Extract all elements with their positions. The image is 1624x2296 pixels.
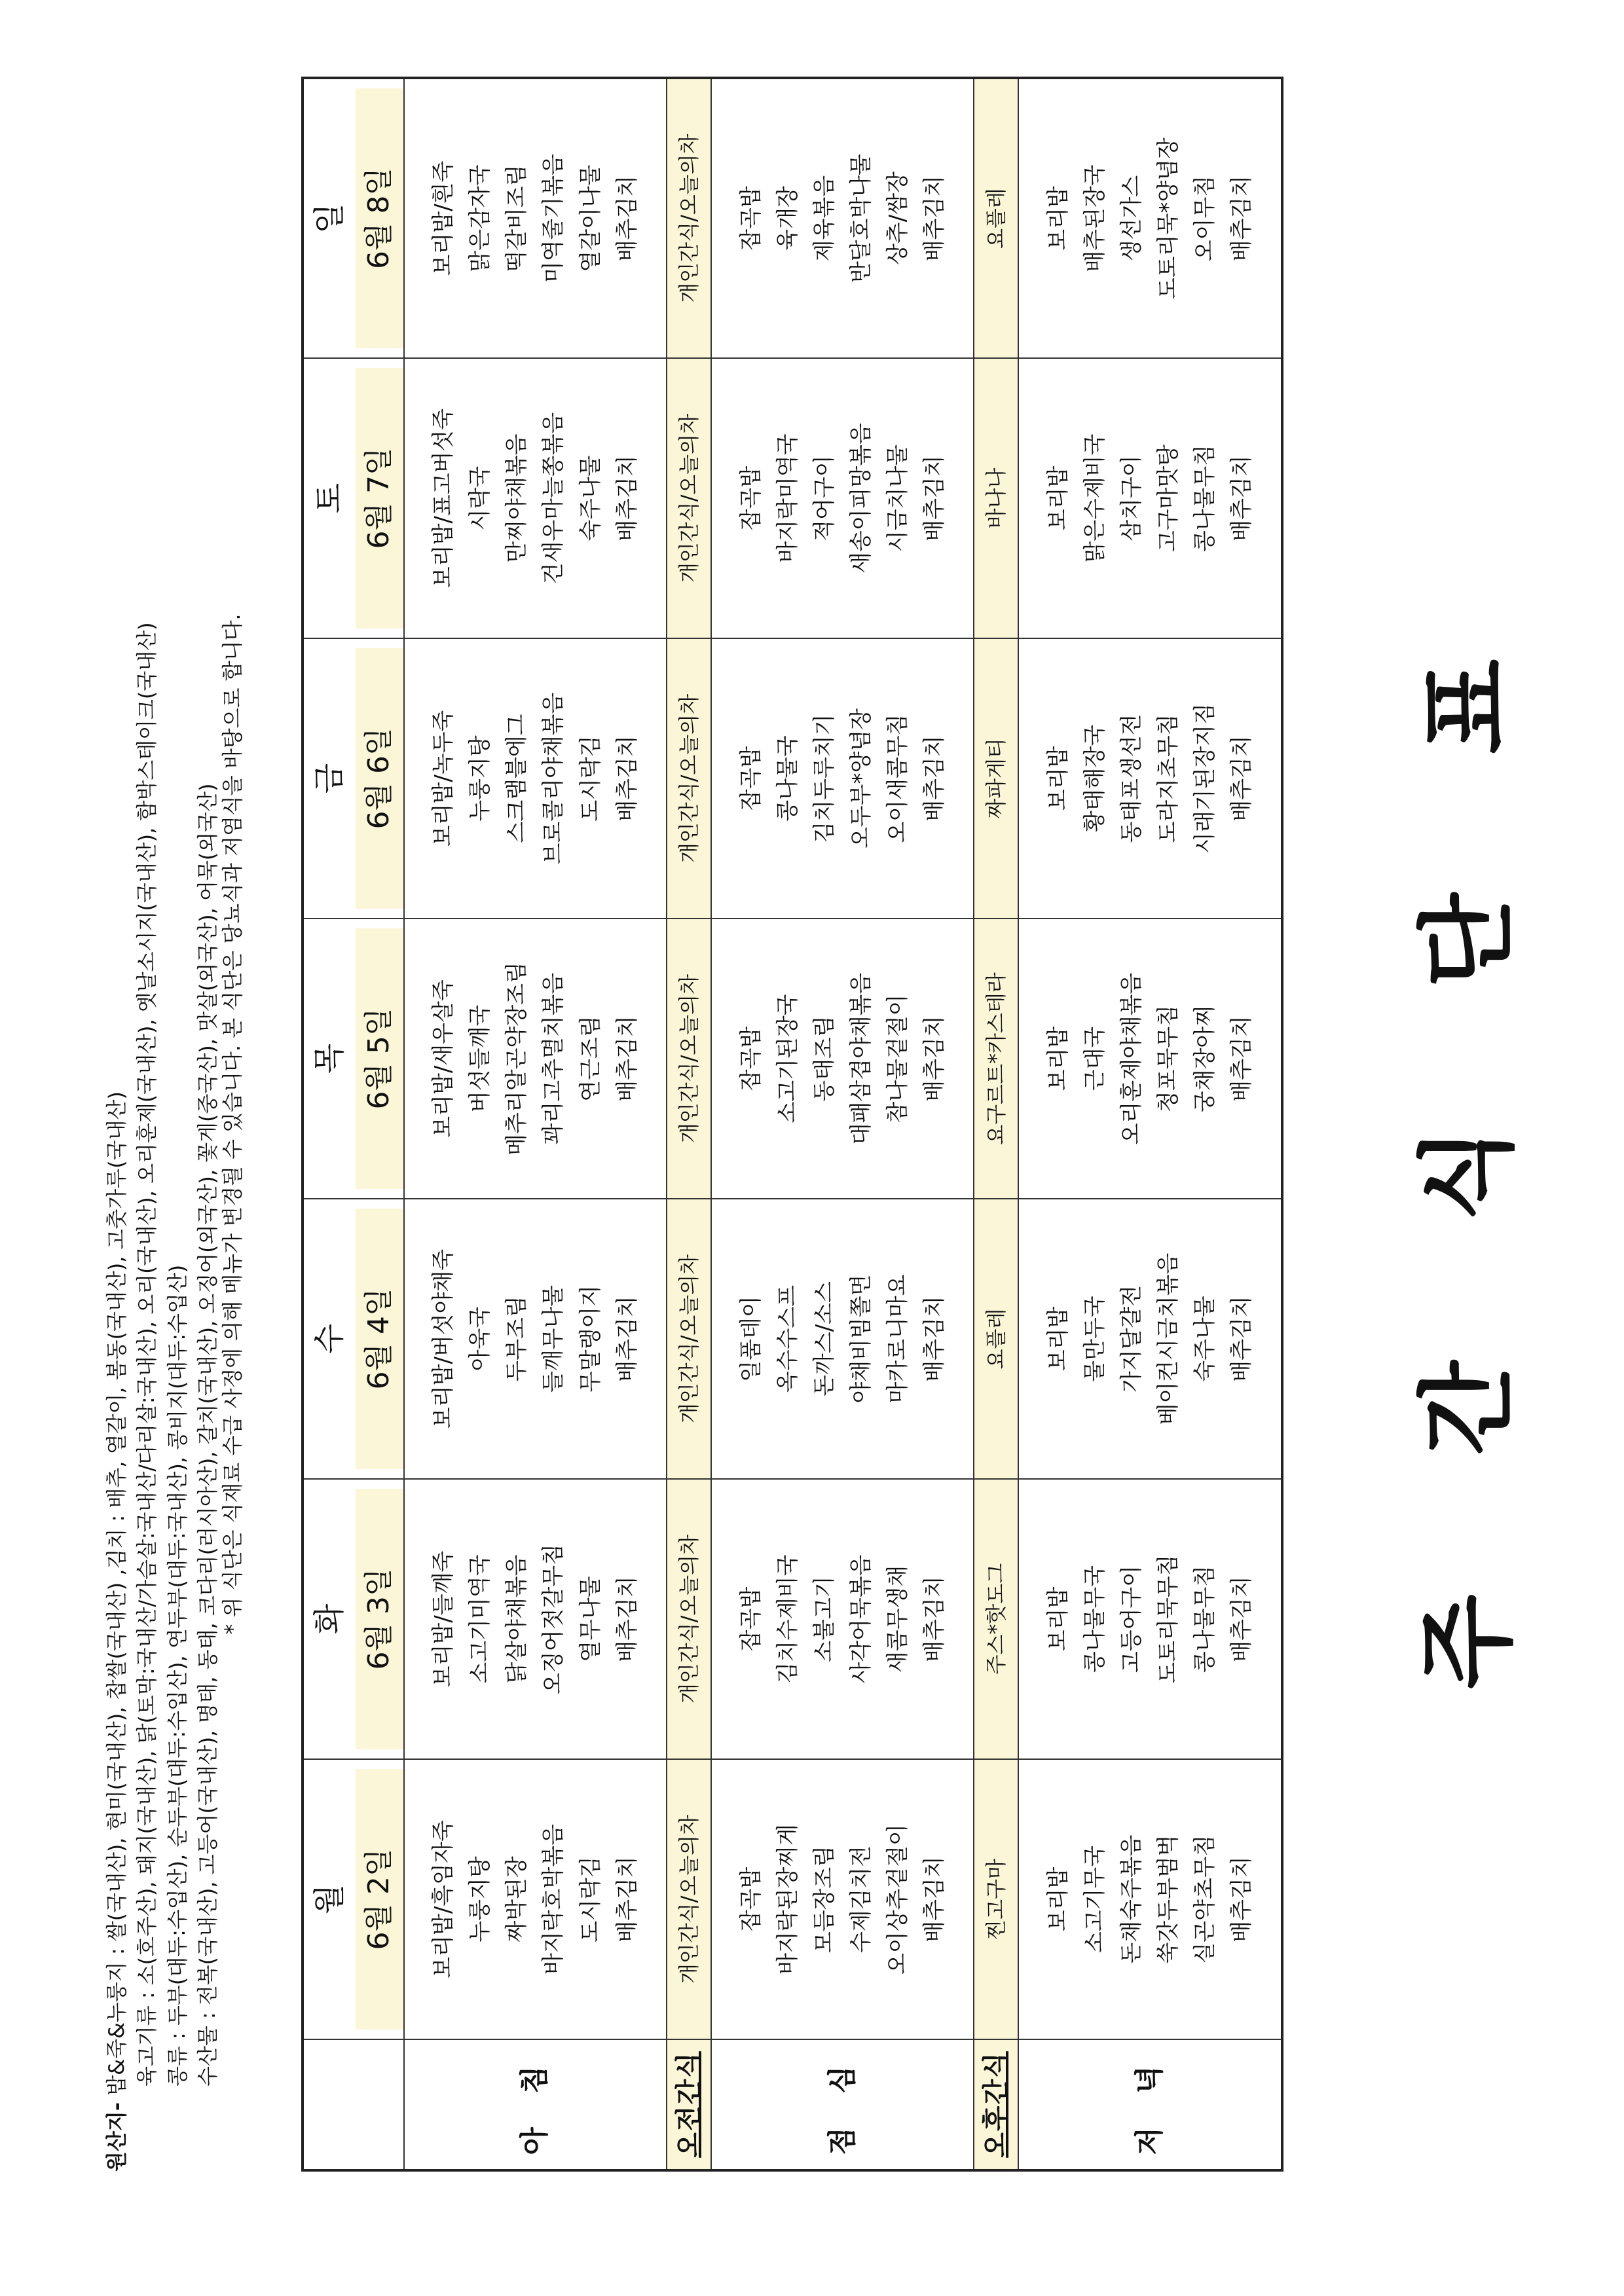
menu-item: 배추김치 <box>614 455 640 541</box>
menu-item: 보리밥 <box>1044 1306 1071 1372</box>
menu-item: 배추김치 <box>921 1015 948 1102</box>
meal-label: 저 녁 <box>1018 2039 1282 2170</box>
day-header: 목 6월 5일 <box>303 919 404 1199</box>
dinner-row <box>1018 78 1282 2170</box>
pm-snack-row <box>974 78 1018 2170</box>
menu-cell: 주스*핫도그 <box>974 1479 1018 1759</box>
menu-item: 청포묵무침 <box>1155 1004 1182 1113</box>
menu-item: 배추김치 <box>1228 735 1255 822</box>
menu-item: 열갈이나물 <box>577 164 604 272</box>
menu-item: 보리밥/들깨죽 <box>430 1550 457 1688</box>
menu-item: 근대국 <box>1082 1026 1109 1091</box>
menu-cell <box>1018 358 1282 638</box>
menu-cell: 짜파게티 <box>974 638 1018 919</box>
menu-cell <box>711 919 974 1199</box>
menu-cell: 개인간식/오늘의차 <box>667 1479 711 1759</box>
menu-item: 보리밥/새우살죽 <box>430 979 457 1138</box>
menu-item: 소고기된장국 <box>774 994 801 1123</box>
menu-item: 바지락호박볶음 <box>540 1824 567 1975</box>
corner-cell <box>303 2039 404 2170</box>
menu-item: 배추김치 <box>921 735 948 822</box>
menu-item: 소고기미역국 <box>467 1554 494 1684</box>
day-header: 금 6월 6일 <box>303 638 404 919</box>
menu-item: 새송이피망볶음 <box>847 423 874 574</box>
menu-item: 물만두국 <box>1082 1296 1109 1382</box>
menu-item: 배추김치 <box>921 1296 948 1382</box>
menu-cell: 개인간식/오늘의차 <box>667 358 711 638</box>
menu-item: 콩나물무국 <box>1082 1565 1109 1673</box>
menu-table <box>301 77 1283 2172</box>
menu-item: 배추김치 <box>1228 1015 1255 1102</box>
day-header: 월 6월 2일 <box>303 1759 404 2039</box>
day-date: 6월 5일 <box>356 928 403 1189</box>
menu-item: 누룽지탕 <box>467 1856 494 1942</box>
menu-item: 보리밥 <box>1044 746 1071 811</box>
menu-item: 보리밥/흰죽 <box>430 160 457 276</box>
menu-item: 도라지초무침 <box>1155 714 1182 843</box>
menu-item: 배추김치 <box>614 1015 640 1102</box>
menu-cell: 개인간식/오늘의차 <box>667 638 711 919</box>
menu-item: 보리밥/녹두죽 <box>430 710 457 847</box>
origin-label: 원산지- <box>104 2102 129 2172</box>
menu-cell: 요플레 <box>974 78 1018 358</box>
menu-item: 김치수제비국 <box>774 1554 801 1684</box>
menu-item: 야채비빔쫄면 <box>847 1274 874 1404</box>
menu-item: 수제김치전 <box>847 1845 874 1954</box>
menu-item: 잡곡밥 <box>737 1026 764 1091</box>
menu-item: 콩나물국 <box>774 735 801 822</box>
day-date: 6월 6일 <box>356 648 403 909</box>
menu-cell <box>711 1479 974 1759</box>
menu-item: 모듬장조림 <box>811 1845 838 1954</box>
menu-item: 잡곡밥 <box>737 465 764 531</box>
menu-item: 마카로니마요 <box>884 1274 911 1404</box>
menu-item: 잡곡밥 <box>737 1586 764 1652</box>
menu-item: 배추김치 <box>614 175 640 262</box>
menu-cell <box>711 78 974 358</box>
menu-item: 가지달걀전 <box>1118 1285 1145 1393</box>
menu-cell <box>404 1199 667 1479</box>
menu-item: 보리밥/표고버섯죽 <box>430 408 457 589</box>
menu-item: 실곤약초무침 <box>1192 1834 1219 1964</box>
menu-item: 보리밥 <box>1044 1026 1071 1091</box>
menu-item: 소불고기 <box>811 1576 838 1662</box>
menu-item: 배추김치 <box>921 1856 948 1942</box>
menu-item: 잡곡밥 <box>737 746 764 811</box>
menu-item: 배추김치 <box>1228 175 1255 262</box>
menu-item: 적어구이 <box>811 455 838 541</box>
menu-item: 무말랭이지 <box>577 1285 604 1393</box>
menu-item: 보리밥 <box>1044 1586 1071 1652</box>
menu-cell: 개인간식/오늘의차 <box>667 78 711 358</box>
menu-item: 바지락미역국 <box>774 433 801 563</box>
menu-cell <box>404 1479 667 1759</box>
day-header: 수 6월 4일 <box>303 1199 404 1479</box>
menu-item: 황태해장국 <box>1082 724 1109 833</box>
menu-cell <box>1018 638 1282 919</box>
menu-cell: 요구르트*카스테라 <box>974 919 1018 1199</box>
menu-item: 일품데이 <box>737 1296 764 1382</box>
menu-item: 아욱국 <box>467 1306 494 1372</box>
day-header-row <box>303 78 404 2170</box>
menu-item: 보리밥 <box>1044 1867 1071 1932</box>
menu-cell <box>711 1759 974 2039</box>
menu-cell <box>1018 1479 1282 1759</box>
menu-item: 옥수수스프 <box>774 1285 801 1393</box>
menu-item: 제육볶음 <box>811 175 838 262</box>
day-header: 화 6월 3일 <box>303 1479 404 1759</box>
day-date: 6월 4일 <box>356 1209 403 1469</box>
menu-item: 고구마맛탕 <box>1155 444 1182 553</box>
origin-line: 육고기류 : 소(호주산), 돼지(국내산), 닭(토막:국내산/가슴살:국내산/다리살:국내산), 오리(국내산), 오리훈제(국내산), 옛날소시지(국내산), 함박스테이크(국내산) <box>134 622 160 2086</box>
meal-label: 오전간식 <box>667 2039 711 2170</box>
menu-item: 대패삼겹야채볶음 <box>847 972 874 1145</box>
menu-item: 육개장 <box>774 186 801 251</box>
menu-item: 미역줄기볶음 <box>540 153 567 283</box>
menu-item: 참나물겉절이 <box>884 994 911 1123</box>
menu-item: 배추김치 <box>1228 1296 1255 1382</box>
breakfast-row <box>404 78 667 2170</box>
menu-item: 오징어젓갈무침 <box>540 1544 567 1694</box>
menu-change-note: * 위 식단은 식재료 수급 사정에 의해 메뉴가 변경될 수 있습니다. 본 식단은 당뇨식과 저염식을 바탕으로 합니다. <box>220 613 245 1635</box>
meal-label: 아 침 <box>404 2039 667 2170</box>
menu-item: 버섯들깨국 <box>467 1004 494 1113</box>
menu-item: 삼치구이 <box>1118 455 1145 541</box>
menu-cell <box>711 638 974 919</box>
menu-cell <box>711 358 974 638</box>
menu-item: 배추김치 <box>614 735 640 822</box>
day-date: 6월 3일 <box>356 1489 403 1749</box>
menu-item: 보리밥 <box>1044 465 1071 531</box>
day-date: 6월 2일 <box>356 1769 403 2030</box>
menu-item: 오이무침 <box>1192 175 1219 262</box>
menu-item: 꽈리고추멸치볶음 <box>540 972 567 1145</box>
menu-cell <box>711 1199 974 1479</box>
menu-item: 도시락김 <box>577 1856 604 1942</box>
menu-item: 배추김치 <box>1228 1576 1255 1662</box>
menu-item: 맑은수제비국 <box>1082 433 1109 563</box>
menu-item: 보리밥 <box>1044 186 1071 251</box>
origin-line: 원산지- 밥&죽&누룽지 : 쌀(국내산), 현미(국내산), 찹쌀(국내산) ,김치 : 배추, 열갈이, 봄동(국내산), 고춧가루(국내산) <box>104 1091 129 2172</box>
origin-info <box>101 37 223 2172</box>
menu-item: 잡곡밥 <box>737 186 764 251</box>
menu-item: 오이새콤무침 <box>884 714 911 843</box>
menu-item: 연근조림 <box>577 1015 604 1102</box>
menu-cell: 개인간식/오늘의차 <box>667 919 711 1199</box>
menu-item: 배추김치 <box>614 1856 640 1942</box>
meal-label: 점 심 <box>711 2039 974 2170</box>
menu-cell <box>1018 78 1282 358</box>
meal-label: 오후간식 <box>974 2039 1018 2170</box>
menu-item: 배추김치 <box>614 1576 640 1662</box>
origin-line: 콩류 : 두부(대두:수입산), 순두부(대두:수입산), 연두부(대두:국내산), 콩비지(대두:수입산) <box>164 1264 190 2086</box>
menu-item: 베이컨시금치볶음 <box>1155 1252 1182 1425</box>
menu-item: 도토리묵무침 <box>1155 1554 1182 1684</box>
menu-item: 오리훈제야채볶음 <box>1118 972 1145 1145</box>
menu-item: 시래기된장지짐 <box>1192 703 1219 854</box>
menu-item: 메추리알곤약장조림 <box>504 962 530 1156</box>
menu-item: 보리밥/흑임자죽 <box>430 1820 457 1978</box>
origin-line: 수산물 : 전복(국내산), 고등어(국내산), 명태, 동태, 코다리(러시아산), 갈치(국내산), 오징어(외국산), 꽃게(중국산), 맛살(외국산), 어묵(외국산) <box>195 783 221 2086</box>
day-header: 일 6월 8일 <box>303 78 404 358</box>
menu-item: 궁채장아찌 <box>1192 1004 1219 1113</box>
menu-item: 배추김치 <box>614 1296 640 1382</box>
menu-item: 닭살야채볶음 <box>504 1554 530 1684</box>
menu-item: 짜박된장 <box>504 1856 530 1942</box>
am-snack-row <box>667 78 711 2170</box>
menu-item: 보리밥/버섯야채죽 <box>430 1248 457 1429</box>
menu-cell: 개인간식/오늘의차 <box>667 1759 711 2039</box>
menu-item: 배추김치 <box>921 455 948 541</box>
menu-item: 맑은감자국 <box>467 164 494 272</box>
menu-cell <box>1018 919 1282 1199</box>
menu-item: 도시락김 <box>577 735 604 822</box>
menu-item: 소고기무국 <box>1082 1845 1109 1954</box>
menu-cell <box>404 358 667 638</box>
menu-item: 배추김치 <box>1228 1856 1255 1942</box>
menu-item: 숙주나물 <box>577 455 604 541</box>
menu-item: 두부조림 <box>504 1296 530 1382</box>
menu-item: 오이상추겉절이 <box>884 1824 911 1975</box>
menu-cell <box>404 638 667 919</box>
menu-item: 건새우마늘쫑볶음 <box>540 412 567 585</box>
menu-item: 숙주나물 <box>1192 1296 1219 1382</box>
menu-item: 누룽지탕 <box>467 735 494 822</box>
menu-item: 돈채숙주볶음 <box>1118 1834 1145 1964</box>
menu-cell: 바나나 <box>974 358 1018 638</box>
page-title: 주 간 식 단 표 <box>1411 606 1525 1690</box>
menu-cell: 찐고구마 <box>974 1759 1018 2039</box>
menu-item: 스크램블에그 <box>504 714 530 843</box>
menu-item: 반달호박나물 <box>847 153 874 283</box>
menu-item: 생선가스 <box>1118 175 1145 262</box>
menu-cell <box>404 1759 667 2039</box>
menu-item: 콩나물무침 <box>1192 1565 1219 1673</box>
menu-item: 만찌야채볶음 <box>504 433 530 563</box>
menu-item: 들깨무나물 <box>540 1285 567 1393</box>
menu-cell: 개인간식/오늘의차 <box>667 1199 711 1479</box>
menu-item: 떡갈비조림 <box>504 164 530 272</box>
menu-item: 오두부*양념장 <box>847 708 874 849</box>
menu-item: 도토리묵*양념장 <box>1155 137 1182 299</box>
menu-item: 배추김치 <box>921 175 948 262</box>
menu-item: 배추된장국 <box>1082 164 1109 272</box>
lunch-row <box>711 78 974 2170</box>
day-header: 토 6월 7일 <box>303 358 404 638</box>
menu-cell: 요플레 <box>974 1199 1018 1479</box>
menu-item: 브로콜리야채볶음 <box>540 692 567 865</box>
menu-item: 돈까스/소스 <box>811 1281 838 1396</box>
menu-cell <box>1018 1199 1282 1479</box>
menu-item: 시금치나물 <box>884 444 911 553</box>
menu-item: 상추/쌈장 <box>884 172 911 265</box>
menu-item: 새콤무생채 <box>884 1565 911 1673</box>
menu-item: 배추김치 <box>921 1576 948 1662</box>
menu-item: 바지락된장찌게 <box>774 1824 801 1975</box>
menu-item: 고등어구이 <box>1118 1565 1145 1673</box>
menu-item: 동태조림 <box>811 1015 838 1102</box>
menu-item: 잡곡밥 <box>737 1867 764 1932</box>
menu-cell <box>404 919 667 1199</box>
menu-item: 동태포생선전 <box>1118 714 1145 843</box>
menu-cell <box>1018 1759 1282 2039</box>
menu-item: 시락국 <box>467 465 494 531</box>
day-date: 6월 7일 <box>356 368 403 629</box>
menu-item: 콩나물무침 <box>1192 444 1219 553</box>
menu-item: 열무나물 <box>577 1576 604 1662</box>
menu-cell <box>404 78 667 358</box>
menu-item: 사각어묵볶음 <box>847 1554 874 1684</box>
menu-item: 쑥갓두부범벅 <box>1155 1834 1182 1964</box>
menu-item: 배추김치 <box>1228 455 1255 541</box>
menu-item: 김치두루치기 <box>811 714 838 843</box>
day-date: 6월 8일 <box>356 88 403 348</box>
